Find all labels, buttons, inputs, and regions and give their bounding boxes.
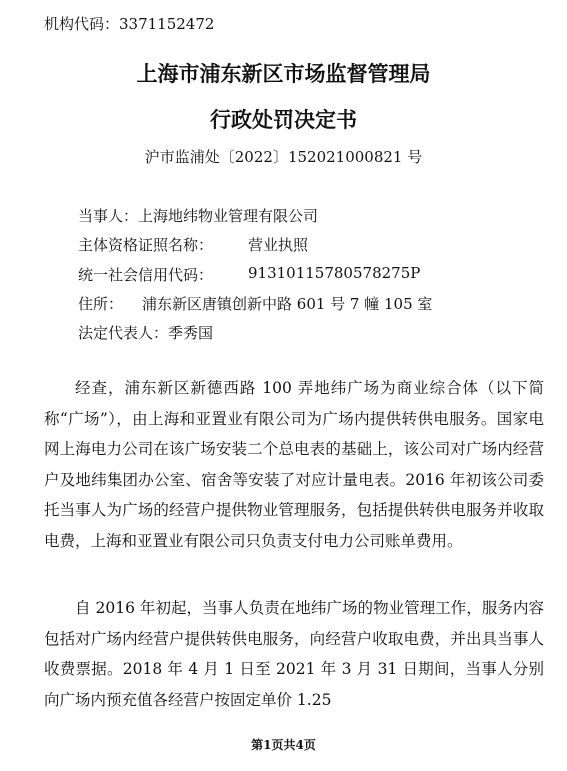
body-paragraph-1: 经查，浦东新区新德西路 100 弄地纬广场为商业综合体（以下简称“广场”），由上海和亚置业有限公司为广场内提供转供电服务。国家电网上海电力公司在该广场安装二个总电表的基础上，该公司对广场内经营户及地纬集团办公室、宿舍等安装了对应计量电表。2016 年初该公司委托当事人为广场的经营户提供物业管理服务，包括提供转供电服务并收取电费，上海和亚置业有限公司只负责支付电力公司账单费用。 <box>44 379 544 550</box>
party-credit-value: 91310115780578275P <box>248 264 421 282</box>
page-number: 第1页共4页 <box>251 738 316 752</box>
party-rep-row <box>78 322 213 343</box>
party-name-value: 上海地纬物业管理有限公司 <box>138 207 319 225</box>
party-address-value: 浦东新区唐镇创新中路 601 号 7 幢 105 室 <box>142 295 433 313</box>
party-name-row <box>78 205 318 226</box>
party-credit-row <box>78 264 421 285</box>
party-rep-label: 法定代表人： <box>78 324 169 342</box>
party-name-label: 当事人： <box>78 207 139 225</box>
party-cert-row <box>78 234 309 255</box>
document-title-agency: 上海市浦东新区市场监督管理局 <box>136 61 431 86</box>
party-address-row <box>78 293 433 314</box>
body-paragraph-2: 自 2016 年初起，当事人负责在地纬广场的物业管理工作，服务内容包括对广场内经营户提供转供电服务，向经营户收取电费，并出具当事人收费票据。2018 年 4 月 1 日至 2021 年 3 月 31 日期间，当事人分别向广场内预充值各经营户按固定单价 1.25 <box>44 599 544 709</box>
party-cert-value: 营业执照 <box>248 236 309 254</box>
party-credit-label: 统一社会信用代码： <box>78 266 214 284</box>
org-code: 机构代码：3371152472 <box>44 15 215 33</box>
document-number: 沪市监浦处〔2022〕152021000821 号 <box>144 148 423 166</box>
party-address-label: 住所： <box>78 295 124 313</box>
party-rep-value: 季秀国 <box>168 324 214 342</box>
party-cert-label: 主体资格证照名称： <box>78 236 214 254</box>
document-title-type: 行政处罚决定书 <box>210 107 357 132</box>
